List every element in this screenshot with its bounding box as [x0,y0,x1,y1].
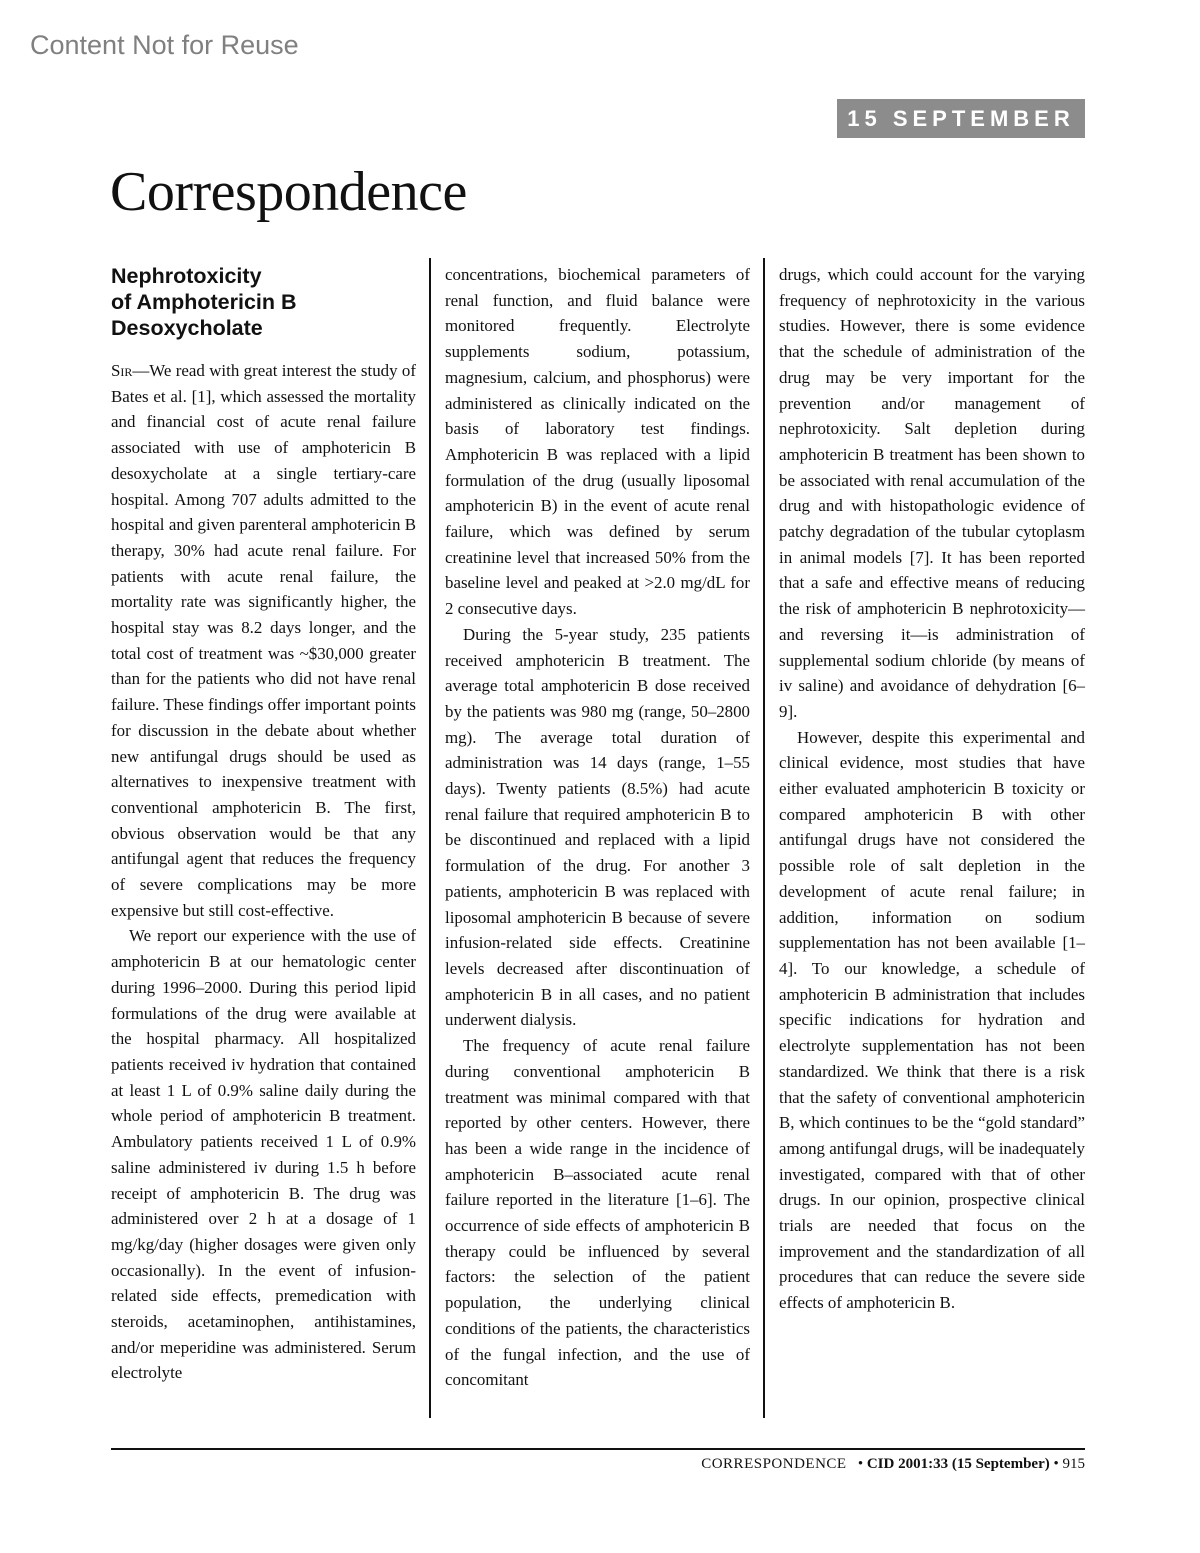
paragraph-1 [111,358,416,923]
footer-rule [111,1448,1085,1450]
paragraph-2: We report our experience with the use of amphotericin B at our hematologic center during 1996–2000. During this period lipid formulations of the drug were available at the hospital pharmacy. All hospitalized patients received iv hydration that contained at least 1 L of 0.9% saline daily during the whole period of amphotericin B treatment. Ambulatory patients received 1 L of 0.9% saline administered iv during 1.5 h before receipt of amphotericin B. The drug was administered over 2 h at a dosage of 1 mg/kg/day (higher dosages were given only occasionally). In the event of infusion-related side effects, premedication with steroids, acetaminophen, antihistamines, and/or meperidine was administered. Serum electrolyte [111,926,416,1383]
footer-citation: CID 2001:33 (15 September) [866,1456,1050,1472]
paragraph-3: During the 5-year study, 235 patients received amphotericin B treatment. The average total amphotericin B dose received by the patients was 980 mg (range, 50–2800 mg). The average total duration of administration was 14 days (range, 1–55 days). Twenty patients (8.5%) had acute renal failure that required amphotericin B to be discontinued and replaced with a lipid formulation of the drug. For another 3 patients, amphotericin B was replaced with liposomal amphotericin B because of severe infusion-related side effects. Creatinine levels decreased after discontinuation of amphotericin B in all cases, and no patient underwent dialysis. [445,624,750,1030]
footer-page-number: 915 [1062,1456,1085,1472]
footer-separator-1: • [857,1456,864,1472]
paragraph-2-continued: concentrations, biochemical parameters of renal function, and fluid balance were monitored frequently. Electrolyte supplements sodium, potassium, magnesium, calcium, and phosphorus) were administered as clinically indicated on the basis of laboratory test findings. Amphotericin B was replaced with a lipid formulation of the drug (usually liposomal amphotericin B) in the event of acute renal failure, which was defined by serum creatinine level that increased 50% from the baseline level and peaked at >2.0 mg/dL for 2 consecutive days. [445,265,750,619]
article-title-line-2: of Amphotericin B [111,290,297,314]
page-footer [701,1456,1085,1473]
paragraph-4-continued: drugs, which could account for the varying frequency of nephrotoxicity in the various studies. However, there is some evidence that the schedule of administration of the drug may be very important for the prevention and/or management of nephrotoxicity. Salt depletion during amphotericin B treatment has been shown to be associated with renal accumulation of the drug and with histopathologic evidence of patchy degradation of the tubular cytoplasm in animal models [7]. It has been reported that a safe and effective means of reducing the risk of amphotericin B nephrotoxicity—and reversing it—is administration of supplemental sodium chloride (by means of iv saline) and avoidance of dehydration [6–9]. [779,265,1085,721]
article-title-line-3: Desoxycholate [111,316,263,340]
column-divider-1 [429,258,431,1418]
watermark-text: Content Not for Reuse [30,30,299,60]
text-column-3 [779,262,1085,1316]
section-title: Correspondence [110,161,467,223]
footer-label: CORRESPONDENCE [701,1456,847,1472]
paragraph-5: However, despite this experimental and clinical evidence, most studies that have either evaluated amphotericin B toxicity or compared amphotericin B with other antifungal drugs have not considered the possible role of salt depletion in the development of acute renal failure; in addition, information on sodium supplementation has not been available [1–4]. To our knowledge, a schedule of amphotericin B administration that includes specific indications for hydration and electrolyte supplementation has not been standardized. We think that there is a risk that the safety of conventional amphotericin B, which continues to be the “gold standard” among antifungal drugs, will be inadequately investigated, compared with that of other drugs. In our opinion, prospective clinical trials are needed that focus on the improvement and the standardization of all procedures that can reduce the severe side effects of amphotericin B. [779,727,1085,1313]
paragraph-1-text: —We read with great interest the study of Bates et al. [1], which assessed the mortality and financial cost of acute renal failure associated with use of amphotericin B desoxycholate at a single tertiary-care hospital. Among 707 adults admitted to the hospital and given parenteral amphotericin B therapy, 30% had acute renal failure. For patients with acute renal failure, the mortality rate was significantly higher, the hospital stay was 8.2 days longer, and the total cost of treatment was ~$30,000 greater than for the patients who did not have renal failure. These findings offer important points for discussion in the debate about whether new antifungal drugs should be used as alternatives to inexpensive treatment with conventional amphotericin B. The first, obvious observation would be that any antifungal agent that reduces the frequency of severe complications may be more expensive but still cost-effective. [111,361,416,920]
article-title [111,263,416,341]
text-column-1 [111,262,416,1386]
salutation: Sir [111,361,133,380]
article-title-line-1: Nephrotoxicity [111,264,262,288]
footer-separator-2: • [1053,1456,1059,1472]
paragraph-4: The frequency of acute renal failure during conventional amphotericin B treatment was minimal compared with that reported by other centers. However, there has been a wide range in the incidence of amphotericin B–associated acute renal failure reported in the literature [1–6]. The occurrence of side effects of amphotericin B therapy could be influenced by several factors: the selection of the patient population, the underlying clinical conditions of the patients, the characteristics of the fungal infection, and the use of concomitant [445,1036,750,1390]
date-badge: 15 SEPTEMBER [837,99,1085,138]
text-column-2 [445,262,750,1393]
column-divider-2 [763,258,765,1418]
